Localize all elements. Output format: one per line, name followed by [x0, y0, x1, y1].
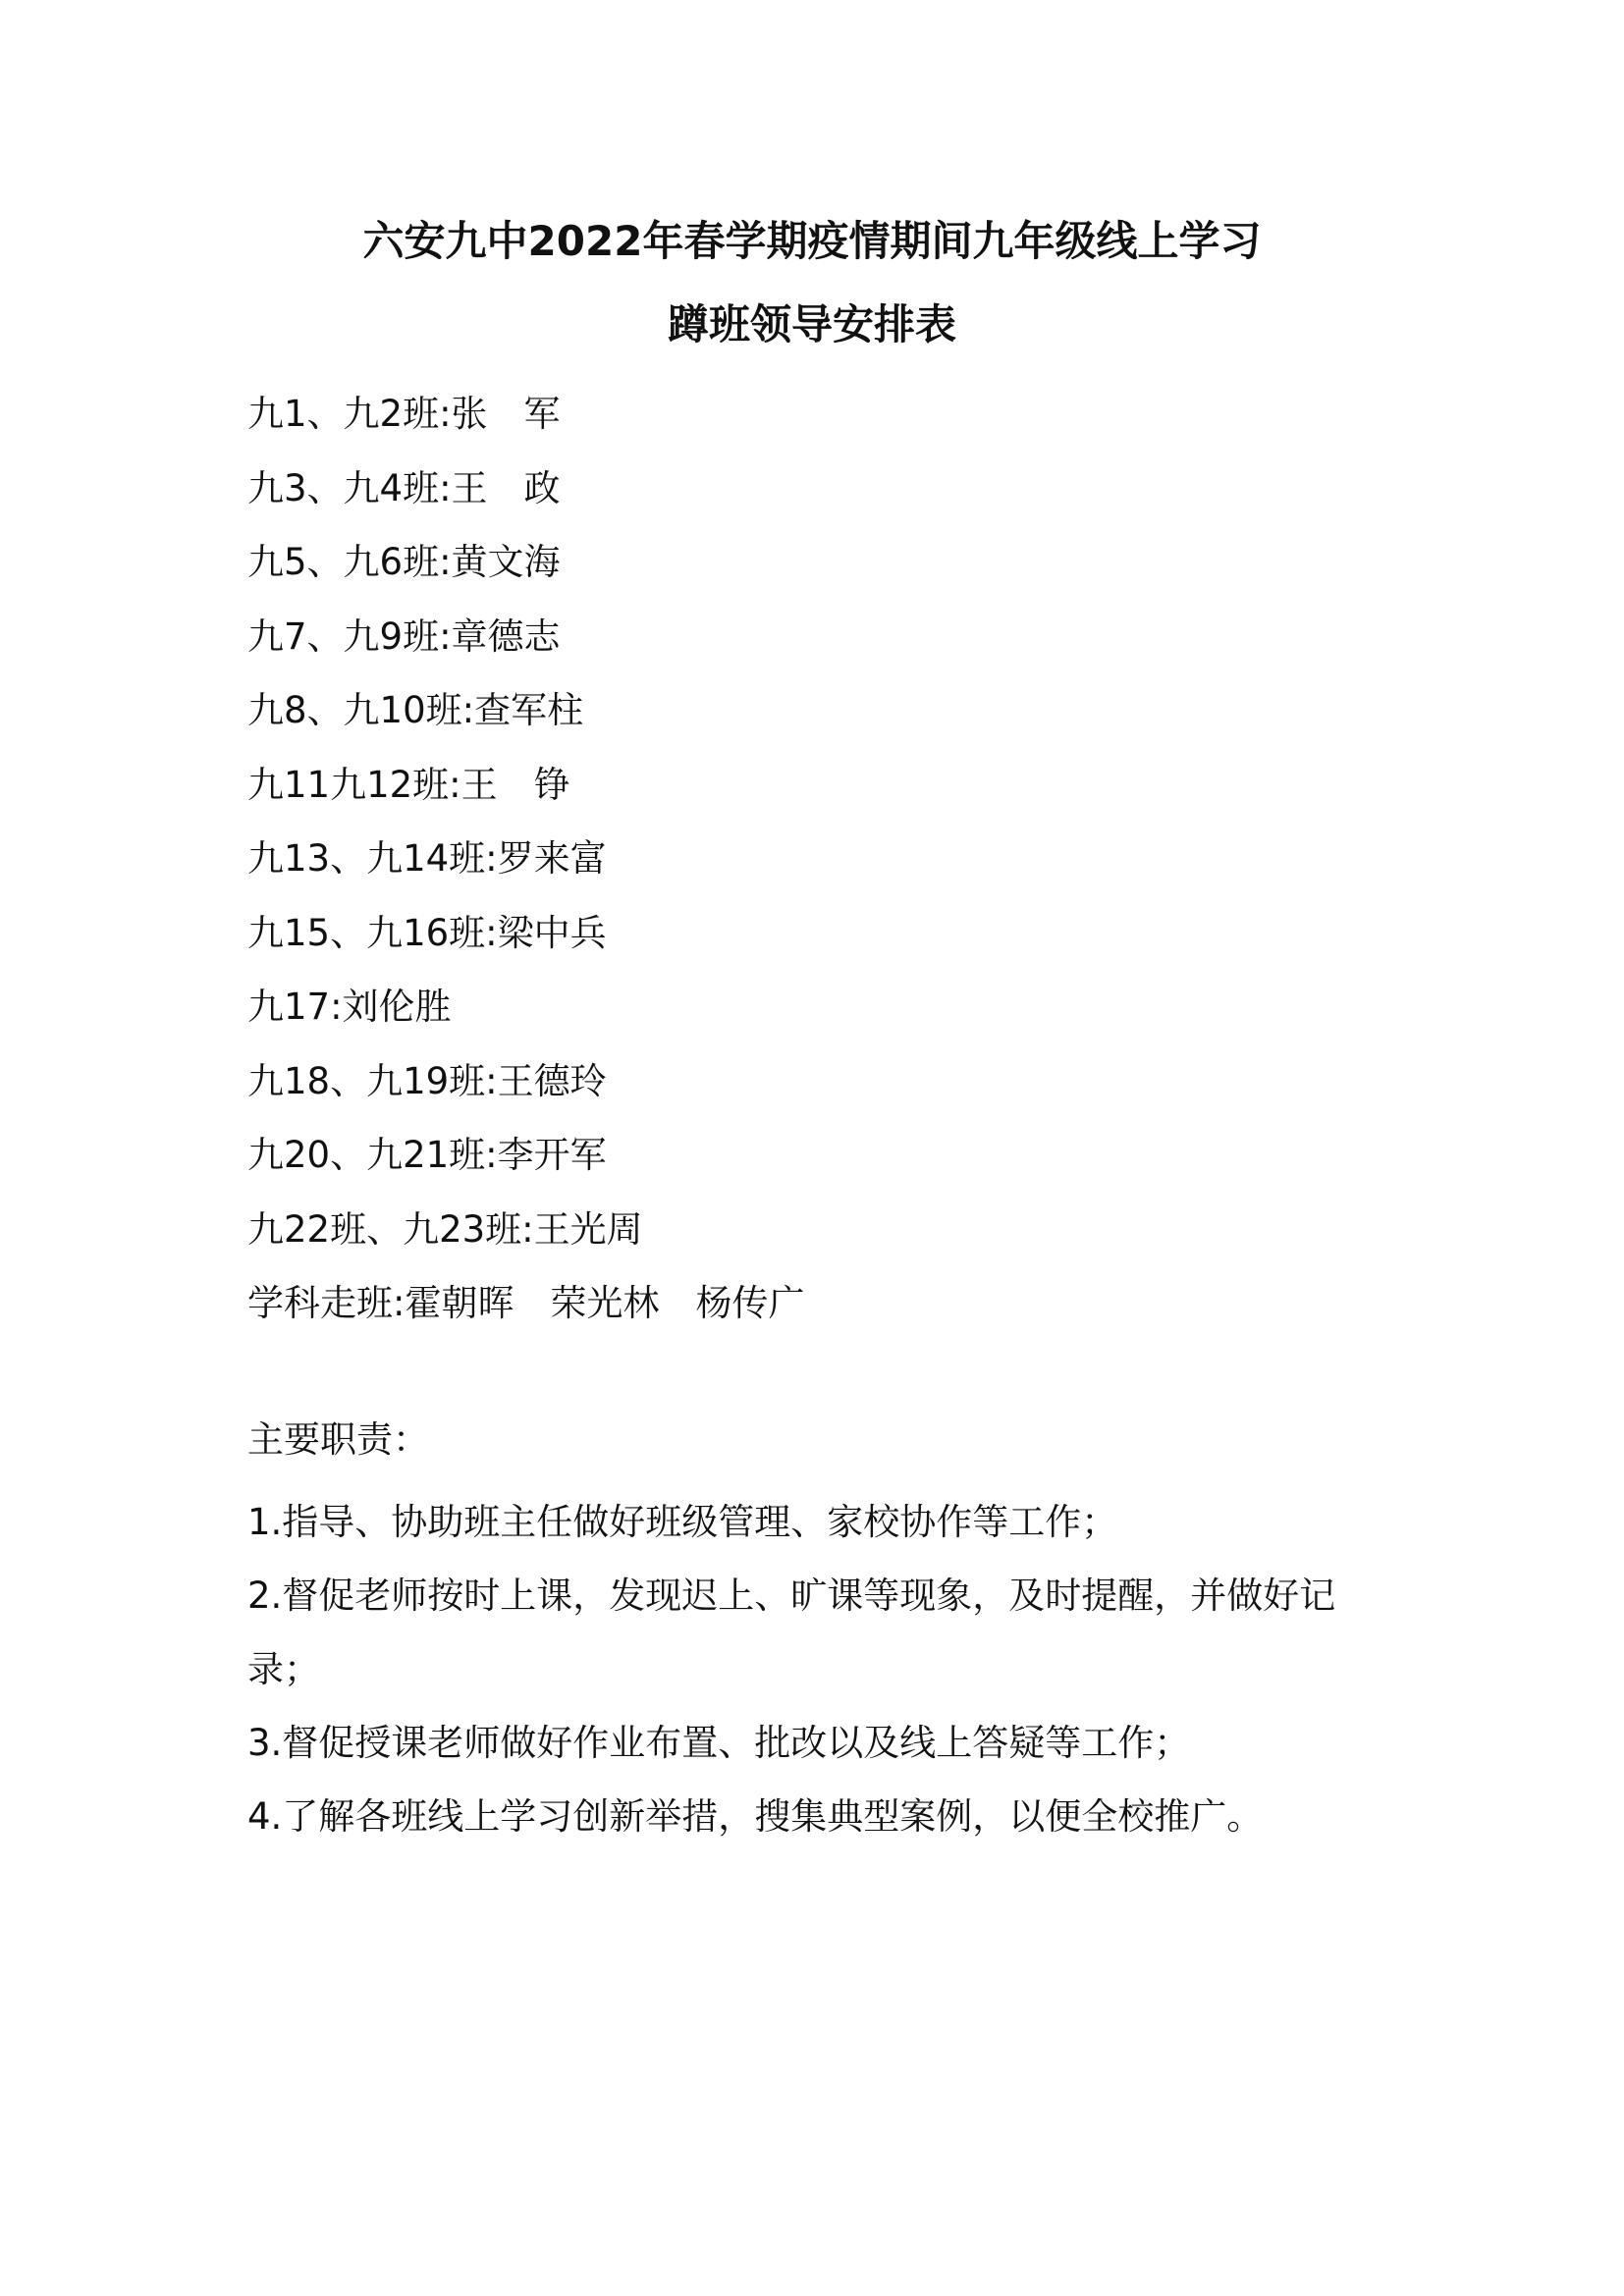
assignment-item: 九3、九4班:王 政 — [247, 466, 561, 509]
document-title-line-2: 蹲班领导安排表 — [667, 300, 956, 348]
class-assignment-list — [247, 385, 804, 1349]
assignment-item: 九17:刘伦胜 — [247, 986, 452, 1028]
document-title-line-1: 六安九中2022年春学期疫情期间九年级线上学习 — [362, 217, 1262, 265]
assignment-item: 九11九12班:王 铮 — [247, 763, 570, 806]
assignment-item: 九5、九6班:黄文海 — [247, 541, 561, 583]
assignment-item: 学科走班:霍朝晖 荣光林 杨传广 — [247, 1282, 805, 1324]
assignment-item: 九7、九9班:章德志 — [247, 614, 561, 658]
duty-item: 4.了解各班线上学习创新举措，搜集典型案例，以便全校推广。 — [247, 1795, 1264, 1838]
duty-item: 3.督促授课老师做好作业布置、批改以及线上答疑等工作； — [247, 1722, 1191, 1764]
assignment-item: 九1、九2班:张 军 — [247, 393, 561, 435]
assignment-item: 九15、九16班:梁中兵 — [247, 911, 607, 954]
assignment-item: 九13、九14班:罗来富 — [247, 837, 607, 880]
duties-heading: 主要职责： — [247, 1418, 429, 1461]
assignment-item: 九20、九21班:李开军 — [247, 1134, 607, 1176]
assignment-item: 九8、九10班:查军柱 — [247, 689, 584, 731]
duty-item: 1.指导、协助班主任做好班级管理、家校协作等工作； — [247, 1501, 1118, 1543]
assignment-item: 九22班、九23班:王光周 — [247, 1207, 643, 1251]
assignment-item: 九18、九19班:王德玲 — [247, 1059, 607, 1102]
duties-list — [247, 1485, 1386, 1853]
duty-item: 2.督促老师按时上课，发现迟上、旷课等现象，及时提醒，并做好记录； — [247, 1575, 1336, 1690]
